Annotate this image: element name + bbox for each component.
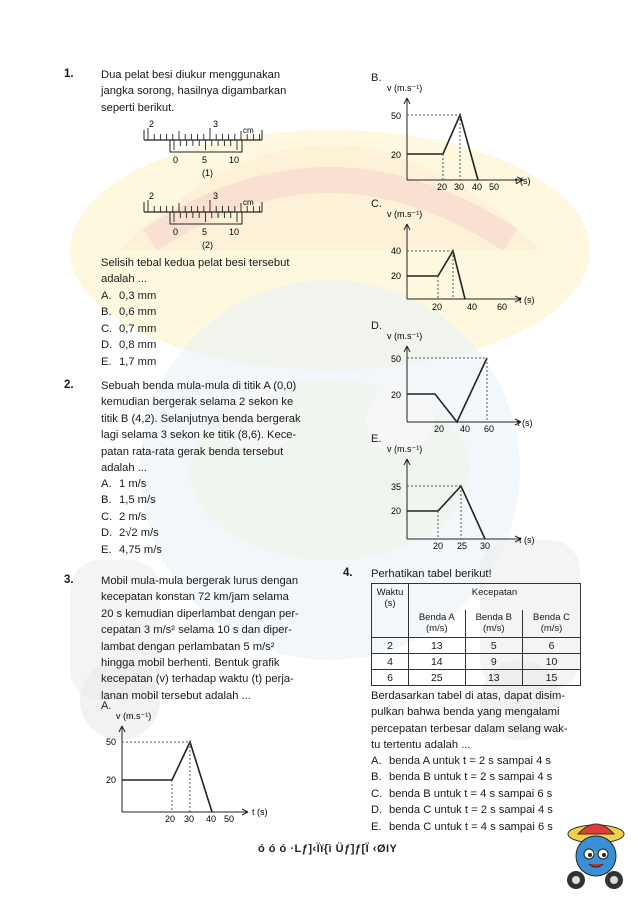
q1-number: 1. [64,68,74,80]
page-footer: ó ó ó ·Lƒ]‹Ïï{ì Üƒ]ƒ[Ï ‹ØIY [258,843,398,855]
graph-x-tick: 40 [467,302,478,312]
caliper-tag: (2) [202,240,213,250]
table-cell: 6 [523,638,581,654]
graph-option-b[interactable] [383,80,543,196]
caliper-main-tick-label: 3 [213,119,219,129]
q1-question-line: Selisih tebal kedua pelat besi tersebut [101,257,290,269]
graph-option-e[interactable] [383,441,543,553]
graph-y-tick: 20 [391,506,402,516]
table-cell: 2 [372,638,409,654]
caliper-vernier-label: 0 [173,227,179,237]
table-cell: 13 [409,638,466,654]
q2-option-d[interactable]: D. 2√2 m/s [101,527,159,540]
q4-question-line: tu tertentu adalah ... [371,739,471,752]
caliper-diagram-2 [140,190,270,252]
caliper-main-tick-label: 2 [149,191,155,201]
table-cell: 6 [372,670,409,686]
caliper-vernier-label: 10 [229,155,240,165]
table-cell: 15 [523,670,581,686]
q4-question-line: percepatan terbesar dalam selang wak- [371,722,568,735]
q1-option-d[interactable]: D. 0,8 mm [101,339,157,352]
graph-x-axis-label: t (s) [515,176,531,186]
q1-option-c[interactable]: C. 0,7 mm [101,322,157,335]
q3-number: 3. [64,574,74,586]
q4-stem: Perhatikan tabel berikut! [371,568,492,580]
graph-option-a[interactable] [106,708,280,826]
q1-question-line: adalah ... [101,273,148,286]
q3-option-c-label[interactable]: C. [371,198,382,210]
table-subheader: Benda A (m/s) [409,610,466,638]
q1-stem-line: jangka sorong, hasilnya digambarkan [101,85,287,98]
graph-y-tick: 35 [391,482,402,492]
q2-stem-line: kemudian bergerak selama 2 sekon ke [101,396,294,409]
q3-stem [101,573,311,704]
q3-stem-line: 20 s kemudian diperlambat dengan per- [101,607,299,620]
graph-x-tick: 30 [480,541,491,551]
q2-stem-line: Sebuah benda mula-mula di titik A (0,0) [101,380,297,392]
table-cell: 14 [409,654,466,670]
q2-options [101,476,162,558]
graph-y-tick: 20 [106,775,117,785]
graph-y-tick: 50 [391,354,402,364]
q2-stem-line: lagi selama 3 sekon ke titik (8,6). Kece- [101,429,297,442]
q2-stem [101,378,311,476]
graph-x-axis-label: t (s) [519,535,535,545]
q3-option-a-label[interactable]: A. [101,700,112,712]
table-cell: 10 [523,654,581,670]
q4-data-table [371,583,581,686]
q3-stem-line: cepatan 3 m/s² selama 10 s dan diper- [101,624,292,637]
q1-stem-line: Dua pelat besi diukur menggunakan [101,69,281,81]
caliper-vernier-label: 5 [202,227,208,237]
caliper-vernier-label: 0 [173,155,179,165]
table-cell: 25 [409,670,466,686]
q4-option-d[interactable]: D. benda C untuk t = 2 s sampai 4 s [371,804,553,817]
q2-option-a[interactable]: A. 1 m/s [101,478,147,490]
table-cell: 5 [465,638,522,654]
graph-x-tick: 20 [434,424,445,434]
q4-question-line: Berdasarkan tabel di atas, dapat disim- [371,690,566,702]
graph-option-d[interactable] [383,328,543,436]
graph-x-axis-label: t (s) [519,295,535,305]
graph-x-axis-label: t (s) [517,418,533,428]
q1-question [101,255,311,288]
mascot-logo [562,818,628,892]
graph-x-tick: 40 [472,182,483,192]
table-cell: 9 [465,654,522,670]
q2-option-e[interactable]: E. 4,75 m/s [101,543,162,556]
graph-y-tick: 20 [391,271,402,281]
q1-option-e[interactable]: E. 1,7 mm [101,355,157,368]
q3-stem-line: lanan mobil tersebut adalah ... [101,689,251,702]
graph-x-tick: 20 [165,814,176,824]
q1-option-a[interactable]: A. 0,3 mm [101,290,157,302]
q4-option-a[interactable]: A. benda A untuk t = 2 s sampai 4 s [371,755,552,767]
q4-question-line: pulkan bahwa benda yang mengalami [371,706,560,719]
caliper-diagram-1 [140,118,270,180]
q3-stem-line: kecepatan konstan 72 km/jam selama [101,591,289,604]
graph-x-tick: 20 [433,541,444,551]
table-subheader: Benda B (m/s) [465,610,522,638]
caliper-main-tick-label: 3 [213,191,219,201]
q3-stem-line: kecepatan (v) terhadap waktu (t) perja- [101,673,294,686]
graph-x-tick: 30 [184,814,195,824]
q4-number: 4. [343,567,353,579]
caliper-unit-label: cm [243,198,254,207]
graph-x-tick: 20 [437,182,448,192]
caliper-unit-label: cm [243,126,254,135]
caliper-tag: (1) [202,168,213,178]
caliper-vernier-label: 5 [202,155,208,165]
graph-x-axis-label: t (s) [252,807,268,817]
q3-stem-line: Mobil mula-mula bergerak lurus dengan [101,575,299,587]
table-header-speed: Kecepatan [409,584,581,610]
caliper-vernier-label: 10 [229,227,240,237]
graph-y-axis-label: v (m.s⁻¹) [387,83,423,93]
q2-stem-line: titik B (4,2). Selanjutnya benda bergerak [101,412,301,425]
q3-stem-line: lambat dengan perlambatan 5 m/s² [101,640,275,653]
q1-stem-line: seperti berikut. [101,101,175,114]
q3-stem-line: hingga mobil berhenti. Bentuk grafik [101,657,280,670]
graph-y-axis-label: v (m.s⁻¹) [387,444,423,454]
q2-option-b[interactable]: B. 1,5 m/s [101,494,156,507]
graph-x-tick: 40 [206,814,217,824]
graph-y-tick: 20 [391,150,402,160]
graph-y-axis-label: v (m.s⁻¹) [387,209,423,219]
q4-question [371,688,583,754]
q2-number: 2. [64,379,74,391]
q4-option-b[interactable]: B. benda B untuk t = 2 s sampai 4 s [371,771,553,784]
q4-options [371,753,553,835]
caliper-main-tick-label: 2 [149,119,155,129]
graph-x-tick: 50 [489,182,500,192]
graph-x-tick: 60 [497,302,508,312]
graph-y-tick: 50 [106,737,117,747]
graph-y-tick: 40 [391,246,402,256]
q2-stem-line: adalah ... [101,462,148,475]
q2-stem-line: patan rata-rata gerak benda tersebut [101,445,284,458]
q3-option-b-label[interactable]: B. [371,72,382,84]
q3-option-e-label[interactable]: E. [371,433,382,445]
graph-x-tick: 20 [432,302,443,312]
graph-x-tick: 40 [460,424,471,434]
graph-y-axis-label: v (m.s⁻¹) [387,331,423,341]
q4-option-e[interactable]: E. benda C untuk t = 4 s sampai 6 s [371,820,553,833]
q1-options [101,288,156,370]
table-subheader: Benda C (m/s) [523,610,581,638]
graph-x-tick: 30 [454,182,465,192]
graph-x-tick: 60 [484,424,495,434]
graph-y-axis-label: v (m.s⁻¹) [116,711,152,721]
graph-option-c[interactable] [383,206,543,318]
q1-option-b[interactable]: B. 0,6 mm [101,306,157,319]
q3-option-d-label[interactable]: D. [371,320,382,332]
q2-option-c[interactable]: C. 2 m/s [101,510,147,523]
table-cell: 13 [465,670,522,686]
graph-x-tick: 50 [224,814,235,824]
graph-y-tick: 50 [391,111,402,121]
table-header-time: Waktu (s) [372,584,409,638]
graph-y-tick: 20 [391,390,402,400]
table-cell: 4 [372,654,409,670]
graph-x-tick: 25 [457,541,468,551]
q4-option-c[interactable]: C. benda B untuk t = 4 s sampai 6 s [371,787,553,800]
q1-stem [101,67,311,116]
